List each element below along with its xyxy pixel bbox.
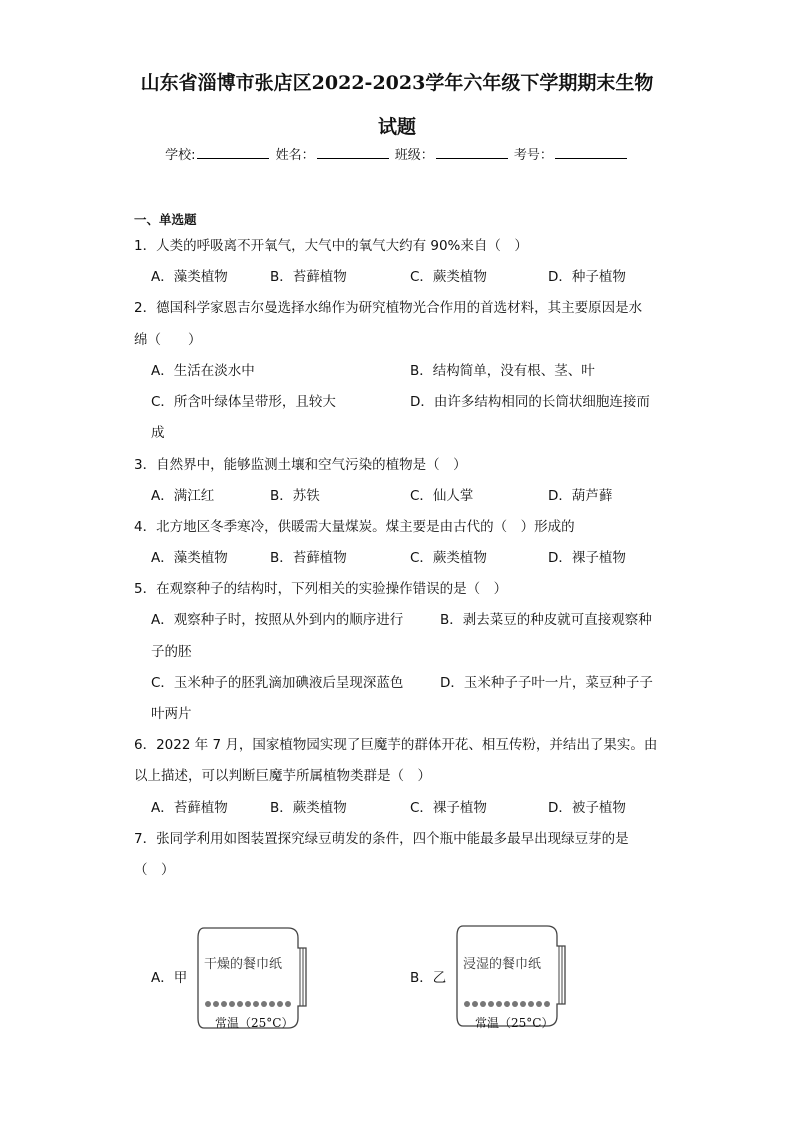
- student-info-row: [0, 144, 794, 163]
- q1-option-b[interactable]: B．苔藓植物: [270, 269, 347, 285]
- paper-title-line1: 山东省淄博市张店区2022-2023学年六年级下学期期末生物: [140, 72, 654, 94]
- class-label: 班级：: [394, 148, 434, 163]
- exam-no-blank[interactable]: [555, 146, 627, 159]
- exam-no-label: 考号：: [513, 148, 553, 163]
- q3-option-b[interactable]: B．苏铁: [270, 488, 320, 504]
- q7-bottle-a-caption: 常温（25°C）: [215, 1016, 294, 1030]
- q6-option-d[interactable]: D．被子植物: [548, 800, 626, 816]
- q5-option-a[interactable]: A．观察种子时，按照从外到内的顺序进行: [151, 612, 404, 628]
- q7-stem-line1: 7．张同学利用如图装置探究绿豆萌发的条件，四个瓶中能最多最早出现绿豆芽的是: [134, 831, 629, 847]
- q7-option-a[interactable]: A．甲: [151, 970, 188, 986]
- q6-stem-line1: 6．2022 年 7 月，国家植物园实现了巨魔芋的群体开花、相互传粉，并结出了果实。由: [134, 737, 658, 753]
- class-blank[interactable]: [436, 146, 508, 159]
- q4-option-d[interactable]: D．裸子植物: [548, 550, 626, 566]
- bottle-b-outline: [457, 926, 565, 1026]
- q1-stem: 1．人类的呼吸离不开氧气，大气中的氧气大约有 90%来自（ ）: [134, 238, 528, 254]
- q1-option-c[interactable]: C．蕨类植物: [410, 269, 487, 285]
- q2-stem-line2: 绵（ ）: [134, 332, 202, 348]
- q6-option-c[interactable]: C．裸子植物: [410, 800, 487, 816]
- name-label: 姓名：: [275, 148, 315, 163]
- q5-option-c[interactable]: C．玉米种子的胚乳滴加碘液后呈现深蓝色: [151, 675, 404, 691]
- q3-option-d[interactable]: D．葫芦藓: [548, 488, 613, 504]
- q2-option-b[interactable]: B．结构简单，没有根、茎、叶: [410, 363, 595, 379]
- bottle-a-label: 干燥的餐巾纸: [204, 957, 283, 972]
- q6-option-b[interactable]: B．蕨类植物: [270, 800, 347, 816]
- q4-option-b[interactable]: B．苔藓植物: [270, 550, 347, 566]
- school-blank[interactable]: [197, 146, 269, 159]
- q4-option-a[interactable]: A．藻类植物: [151, 550, 228, 566]
- q2-option-d-cont: 成: [151, 425, 165, 441]
- q4-stem: 4．北方地区冬季寒冷，供暖需大量煤炭。煤主要是由古代的（ ）形成的: [134, 519, 575, 535]
- name-blank[interactable]: [317, 146, 389, 159]
- q7-stem-line2: （ ）: [134, 862, 175, 878]
- bottle-a-seeds: [205, 1001, 291, 1007]
- q2-option-d[interactable]: D．由许多结构相同的长筒状细胞连接而: [410, 394, 650, 410]
- q1-option-a[interactable]: A．藻类植物: [151, 269, 228, 285]
- q5-stem: 5．在观察种子的结构时，下列相关的实验操作错误的是（ ）: [134, 581, 508, 597]
- q2-option-a[interactable]: A．生活在淡水中: [151, 363, 255, 379]
- q5-option-b-cont: 子的胚: [151, 644, 192, 660]
- q4-option-c[interactable]: C．蕨类植物: [410, 550, 487, 566]
- q5-option-d-cont: 叶两片: [151, 706, 192, 722]
- school-label: 学校:: [165, 148, 196, 163]
- q5-option-d[interactable]: D．玉米种子子叶一片，菜豆种子子: [440, 675, 653, 691]
- q2-option-c[interactable]: C．所含叶绿体呈带形，且较大: [151, 394, 336, 410]
- q3-option-a[interactable]: A．满江红: [151, 488, 215, 504]
- q6-stem-line2: 以上描述，可以判断巨魔芋所属植物类群是（ ）: [134, 768, 431, 784]
- q6-option-a[interactable]: A．苔藓植物: [151, 800, 228, 816]
- section-heading: 一、单选题: [134, 212, 197, 227]
- q3-stem: 3．自然界中，能够监测土壤和空气污染的植物是（ ）: [134, 457, 467, 473]
- paper-title-line2: 试题: [377, 116, 416, 138]
- q2-stem-line1: 2．德国科学家恩吉尔曼选择水绵作为研究植物光合作用的首选材料，其主要原因是水: [134, 300, 643, 316]
- q1-option-d[interactable]: D．种子植物: [548, 269, 626, 285]
- q7-option-b[interactable]: B．乙: [410, 970, 447, 986]
- q5-option-b[interactable]: B．剥去菜豆的种皮就可直接观察种: [440, 612, 652, 628]
- bottle-a-outline: [198, 928, 306, 1028]
- q7-bottle-b-caption: 常温（25°C）: [475, 1016, 554, 1030]
- bottle-b-label: 浸湿的餐巾纸: [463, 957, 542, 972]
- q3-option-c[interactable]: C．仙人掌: [410, 488, 474, 504]
- bottle-b-seeds: [464, 1001, 550, 1007]
